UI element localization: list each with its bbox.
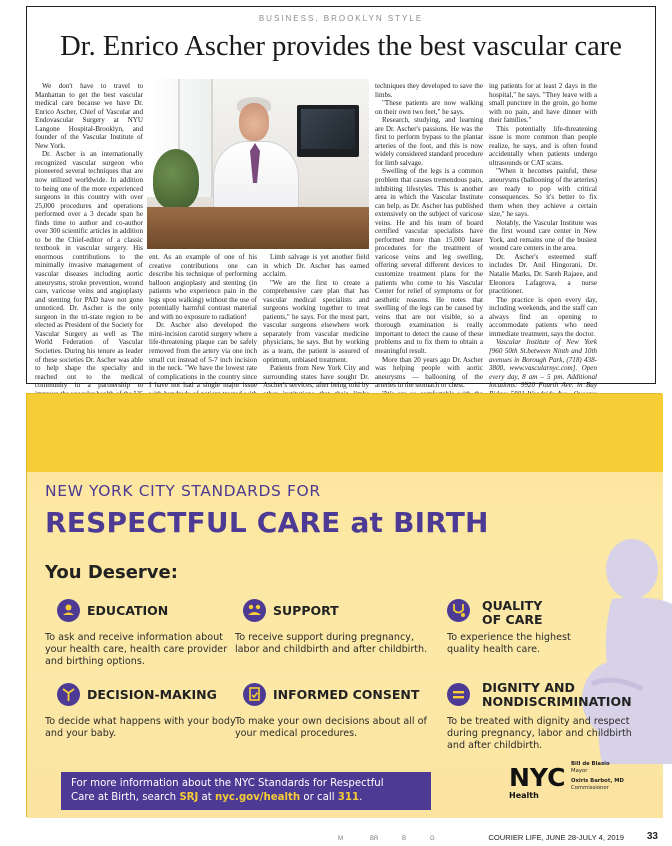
official-name: Bill de Blasio: [571, 761, 610, 767]
education-title: EDUCATION: [87, 603, 169, 618]
paragraph: Dr. Ascher also developed the mini-incision carotid surgery where a life-threatening plaque can be safely removed from the artery via one inch small cut instead of 5-7 inch incision in the neck. "We have the lowest rate of complications in the country since I have not had a single major issue: [149, 321, 257, 390]
banner-text: at: [198, 792, 216, 803]
paragraph: "We are the first to create a comprehensive care plan that has vascular medical specialists and surgeons working together to treat patients," he says. For the most part, vascular surgeons elsewhere work separately from vascular medicine physicians, he says. But by working as a team, the patient is assured of optimum, unbiased treatment.: [263, 278, 369, 364]
support-icon: [243, 599, 266, 622]
banner-line-2: [71, 791, 423, 805]
registration-mark-m: M: [338, 836, 343, 842]
registration-mark-br: BR: [370, 836, 379, 842]
quality-title-line1: QUALITY: [482, 598, 543, 613]
photo-desk: [147, 207, 369, 249]
quality-title-line2: OF CARE: [482, 612, 543, 627]
you-deserve-heading: You Deserve:: [45, 562, 178, 583]
section-kicker: BUSINESS, BROOKLYN STYLE: [258, 14, 424, 23]
decision-arrows-icon: [57, 683, 80, 706]
banner-phone-311: 311: [337, 792, 360, 803]
support-title: SUPPORT: [273, 603, 339, 618]
nyc-health-logo: [507, 756, 565, 804]
banner-text: .: [359, 792, 363, 803]
photo-head: [239, 103, 269, 141]
doctor-photo: [147, 79, 369, 249]
article-box: [26, 6, 656, 390]
official-name: Oxiris Barbot, MD: [571, 778, 624, 785]
paragraph: techniques they developed to save the limbs.: [375, 82, 483, 99]
officials-list: [571, 761, 624, 791]
banner-text: Care at Birth, search: [71, 792, 180, 803]
dignity-desc: To be treated with dignity and respect during pregnancy, labor and childbirth and after childbirth.: [447, 716, 632, 751]
article-headline: Dr. Enrico Ascher provides the best vascular care: [60, 31, 622, 62]
photo-monitor: [297, 105, 359, 157]
education-icon: [57, 599, 80, 622]
registration-mark-g: G: [430, 836, 435, 842]
paragraph: ent. As an example of one of his creative contributions one can describe his technique of performing balloon angioplasty and stenting (in patients who experience pain in the legs upon walking) without the use of potentially harmful contrast material and with no exposure to radiation!: [149, 253, 257, 321]
banner-srj: SRJ: [179, 792, 199, 803]
education-desc: To ask and receive information about your health care, health care provider and birthing options.: [45, 632, 228, 667]
paragraph: More than 20 years ago Dr. Ascher was helping people with aortic aneurysms — ballooning of the arteries in the stomach or chest.: [375, 355, 483, 390]
stethoscope-icon: [447, 599, 470, 622]
nyc-logo-subtext: Health: [509, 791, 539, 800]
paragraph: Notably, the Vascular Institute was the first wound care center in New York, and remains one of the busiest wound care centers in the area.: [489, 218, 597, 253]
decision-making-desc: To decide what happens with your body and your baby.: [45, 716, 236, 739]
publication-line: COURIER LIFE, JUNE 28-JULY 4, 2019: [488, 833, 624, 842]
paragraph: ing patients for at least 2 days in the hospital," he says. "They leave with a small puncture in the groin, go home with no pain, and have dinner with their families.": [489, 82, 597, 125]
quality-desc: To experience the highest quality health care.: [447, 632, 571, 655]
paragraph: "These patients are now walking on their own two feet," he says.: [375, 99, 483, 116]
equals-icon: [447, 683, 470, 706]
info-banner: [61, 772, 431, 810]
registration-mark-b: B: [402, 836, 407, 842]
paragraph: Swelling of the legs is a common problem that causes tremendous pain, inhibiting lifestyles. This is another area in which the Vascular Institute can help, as Dr. Ascher has published extensively on the subject of varicose veins. He and his team of board certified vascular specialists have performed more than 15,000 laser procedures for the treatment of varicose veins and leg swelling, offering several different devices to customize treatment plans for the patients who come to his Vascular Center for relief of symptoms or for aesthetic reasons. He notes that swelling of the legs can be caused by veins that are not visible, so a thorough examination is really important to detect the cause of these problems and to fix them to obtain a meaningful result.: [375, 167, 483, 355]
article-column-3: [263, 253, 369, 390]
official-title: Mayor: [571, 767, 588, 774]
paragraph: Dr. Ascher's esteemed staff includes Dr. Anil Hingorani, Dr. Natalie Marks, Dr. Sareh Rajaee, and Eleonora Lafagrova, a nurse practitioner.: [489, 252, 597, 296]
article-column-1: [35, 82, 143, 390]
photo-plant: [153, 149, 199, 209]
dignity-title-line2: NONDISCRIMINATION: [482, 694, 632, 709]
nyc-logo-text: NYC: [509, 763, 566, 792]
article-column-2: [149, 253, 257, 390]
clipboard-icon: [243, 683, 266, 706]
ad-top-band: [27, 394, 663, 472]
banner-text: or call: [300, 792, 338, 803]
paragraph: Patients from New York City and surrounding states have sought Dr. Ascher's services, after being told by: [263, 364, 369, 390]
paragraph: "When it becomes painful, these aneurysms (ballooning of the arteries) are ready to pop with critical consequences. So it's better to fix them when they achieve a certain size," he says.: [489, 167, 597, 219]
informed-consent-title: INFORMED CONSENT: [273, 687, 420, 702]
article-column-5: [489, 82, 597, 390]
informed-consent-desc: To make your own decisions about all of your medical procedures.: [235, 716, 427, 739]
decision-making-title: DECISION-MAKING: [87, 687, 217, 702]
paragraph: This potentially life-threatening issue is more common than people realize, he says, and is often found accidentally when patients undergo ultrasounds or CAT scans.: [489, 124, 597, 167]
paragraph: Limb salvage is yet another field in which Dr. Ascher has earned acclaim.: [263, 253, 369, 279]
paragraph: Dr. Ascher is an internationally recognized vascular surgeon who pioneered several techniques that are now utilized worldwide. In addition to being one of the more experienced surgeons in this country with over 25,000 procedures and operations performed over a 3 decade span he finds time to author and co-author over 300 scientific articles in addition to be the Chief-editor of a classic textbook in vascular surgery. His enormous contributions to the minimally invasive management of vascular diseases including aortic aneurysms, stroke prevention, wound care, varicose veins and angioplasty and stenting for PAD have not gone unnoticed. Dr. Ascher is the only surgeon in the tri-state region to be elected as President of the Society for Vascular Surgery as well as The World Federation of Vascular Societies. During his tenure as leader of these societies Dr. Ascher was able to help shape the specialty and reached out to the medical community in a partnership to: [35, 150, 143, 390]
paragraph: Research, studying, and learning are Dr. Ascher's passions. He was the first to perform bypass to the plantar arteries of the foot, and this is now widely considered standard procedure for limb salvage.: [375, 116, 483, 167]
paragraph: We don't have to travel to Manhattan to get the best vascular medical care because we have Dr. Enrico Ascher, Chief of Vascular and Endovascular Surgery at NYU Langone Hospital-Brooklyn, and founder of the Vascular Institute of New York.: [35, 82, 143, 150]
banner-line-1: For more information about the NYC Standards for Respectful: [71, 778, 384, 789]
official-title: Commissioner: [571, 784, 609, 791]
banner-url-link[interactable]: nyc.gov/health: [215, 792, 301, 803]
respectful-care-ad: [26, 393, 662, 817]
support-desc: To receive support during pregnancy, labor and childbirth and after childbirth.: [235, 632, 428, 655]
page-number: 33: [646, 831, 658, 842]
practice-info: Vascular Institute of New York [960 50th St.between Ninth and 10th avenues in Borough Park, (718) 438-3800, www.vascularnyc.com]. Open every day, 8 am – 5 pm. Additional locations: 9920 Fourth Ave. in Bay: [489, 338, 597, 390]
article-column-4: [375, 82, 483, 390]
ad-pretitle: NEW YORK CITY STANDARDS FOR: [45, 482, 321, 500]
paragraph: The practice is open every day, including weekends, and the staff can always find an opening to accommodate patients who need immediate treatment, says the doctor.: [489, 295, 597, 338]
dignity-title-line1: DIGNITY AND: [482, 680, 575, 695]
ad-title: RESPECTFUL CARE at BIRTH: [45, 506, 489, 539]
